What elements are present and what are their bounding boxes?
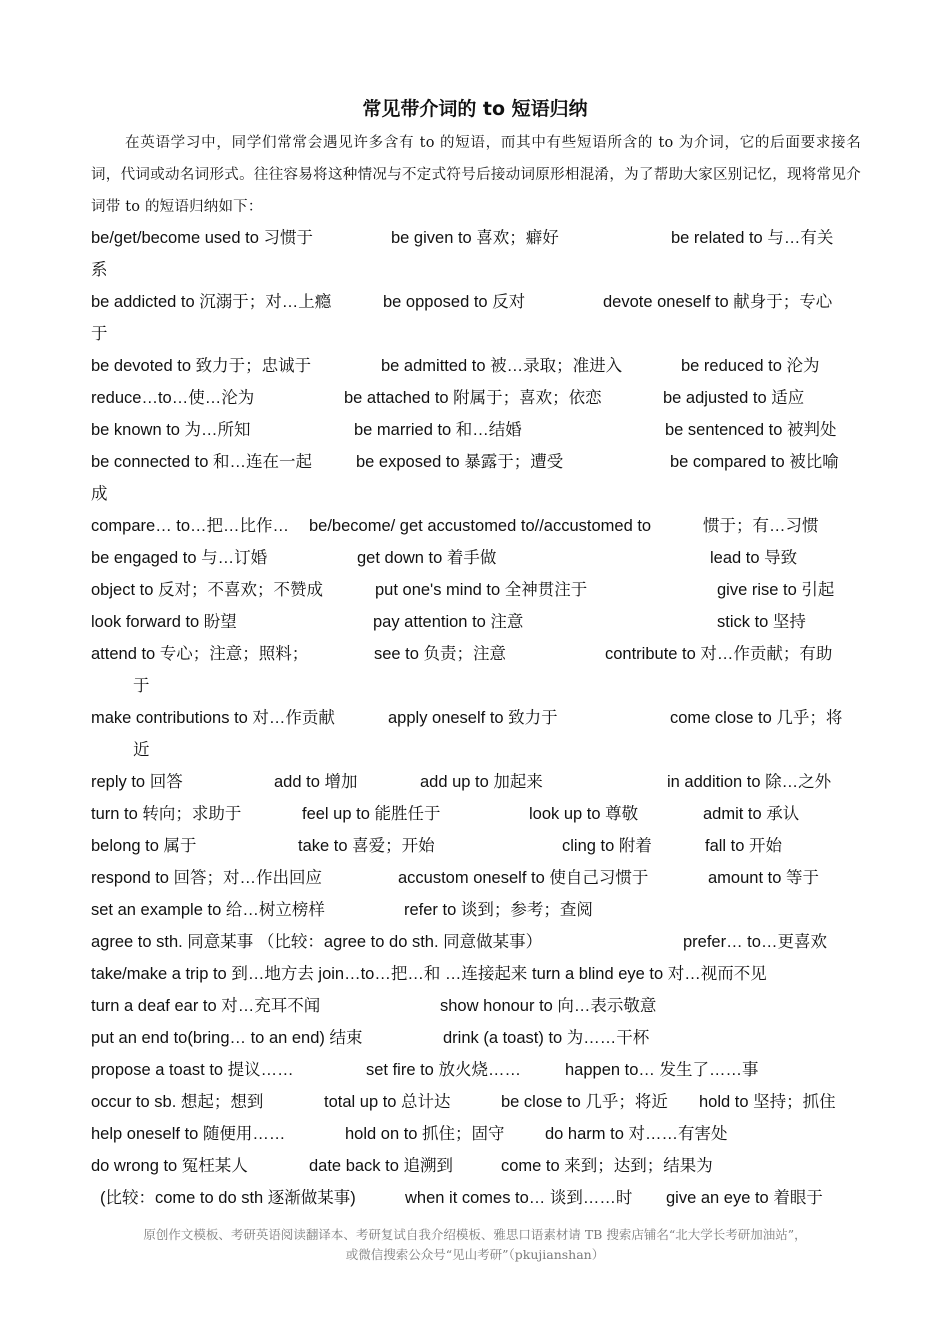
phrase-line	[91, 638, 861, 670]
phrase-entry: devote oneself to 献身于；专心	[603, 293, 833, 311]
phrase-entry: pay attention to 注意	[373, 613, 524, 631]
phrase-line	[91, 958, 861, 990]
phrase-entry: be exposed to 暴露于；遭受	[356, 453, 564, 471]
phrase-entry: be related to 与…有关	[671, 229, 834, 247]
phrase-entry: prefer… to…更喜欢	[683, 933, 827, 951]
phrase-entry: when it comes to… 谈到……时	[405, 1189, 633, 1207]
phrase-entry: propose a toast to 提议……	[91, 1061, 294, 1079]
phrase-entry: be addicted to 沉溺于；对…上瘾	[91, 293, 332, 311]
phrase-line	[91, 222, 861, 254]
phrase-entry: be reduced to 沦为	[681, 357, 820, 375]
phrase-entry: reply to 回答	[91, 773, 183, 791]
phrase-entry: respond to 回答；对…作出回应	[91, 869, 323, 887]
phrase-entry: attend to 专心；注意；照料；	[91, 645, 309, 663]
phrase-line	[91, 286, 861, 318]
phrase-entry: be admitted to 被…录取；准进入	[381, 357, 623, 375]
phrase-entry: set an example to 给…树立榜样	[91, 901, 325, 919]
phrase-line	[91, 1054, 861, 1086]
phrase-entry: object to 反对；不喜欢；不赞成	[91, 581, 323, 599]
phrase-entry: help oneself to 随便用……	[91, 1125, 286, 1143]
phrase-line	[91, 1118, 861, 1150]
phrase-line	[91, 382, 861, 414]
phrase-entry: put an end to(bring… to an end) 结束	[91, 1029, 363, 1047]
phrase-entry: make contributions to 对…作贡献	[91, 709, 335, 727]
phrase-line	[91, 766, 861, 798]
phrase-line	[91, 446, 861, 478]
phrase-entry: be compared to 被比喻	[670, 453, 839, 471]
phrase-entry: apply oneself to 致力于	[388, 709, 558, 727]
phrase-entry: accustom oneself to 使自己习惯于	[398, 869, 649, 887]
phrase-entry: be/become/ get accustomed to//accustomed to	[309, 517, 652, 535]
phrase-line	[91, 990, 861, 1022]
phrase-entry: come close to 几乎；将	[670, 709, 843, 727]
phrase-entry: 系	[91, 261, 108, 279]
phrase-entry: be/get/become used to 习惯于	[91, 229, 313, 247]
footer	[0, 1225, 950, 1265]
phrase-line	[91, 1086, 861, 1118]
phrase-entry: get down to 着手做	[357, 549, 497, 567]
phrase-entry: put one's mind to 全神贯注于	[375, 581, 588, 599]
phrase-entry: belong to 属于	[91, 837, 197, 855]
phrase-line	[91, 1182, 861, 1214]
phrase-entry: be attached to 附属于；喜欢；依恋	[344, 389, 602, 407]
phrase-entry: hold on to 抓住；固守	[345, 1125, 505, 1143]
phrase-entry: look up to 尊敬	[529, 805, 639, 823]
phrase-entry: add to 增加	[274, 773, 358, 791]
phrase-entry: fall to 开始	[705, 837, 783, 855]
phrase-entry: turn to 转向；求助于	[91, 805, 242, 823]
phrase-line	[91, 478, 861, 510]
phrase-entry: see to 负责；注意	[374, 645, 507, 663]
phrase-entry: date back to 追溯到	[309, 1157, 453, 1175]
phrase-entry: happen to… 发生了……事	[565, 1061, 759, 1079]
footer-line-1: 原创作文模板、考研英语阅读翻译本、考研复试自我介绍模板、雅思口语素材请 TB 搜索店铺名“北大学长考研加油站”，	[143, 1227, 807, 1242]
phrase-entry: be married to 和…结婚	[354, 421, 522, 439]
phrase-entry: lead to 导致	[710, 549, 798, 567]
phrase-line	[91, 318, 861, 350]
phrase-entry: total up to 总计达	[324, 1093, 451, 1111]
phrase-entry: do wrong to 冤枉某人	[91, 1157, 248, 1175]
phrase-line	[91, 734, 861, 766]
phrase-line	[91, 606, 861, 638]
phrase-line	[91, 1150, 861, 1182]
phrase-line	[91, 702, 861, 734]
phrase-line	[91, 574, 861, 606]
phrase-line	[91, 414, 861, 446]
phrase-entry: look forward to 盼望	[91, 613, 237, 631]
phrase-entry: occur to sb. 想起；想到	[91, 1093, 264, 1111]
phrase-entry: contribute to 对…作贡献；有助	[605, 645, 833, 663]
phrase-entry: feel up to 能胜任于	[302, 805, 441, 823]
phrase-entry: be sentenced to 被判处	[665, 421, 837, 439]
phrase-line	[91, 670, 861, 702]
phrase-entry: admit to 承认	[703, 805, 800, 823]
phrase-entry: 成	[91, 485, 108, 503]
phrase-entry: stick to 坚持	[717, 613, 806, 631]
phrase-entry: be engaged to 与…订婚	[91, 549, 268, 567]
phrase-line	[91, 350, 861, 382]
phrase-entry: turn a deaf ear to 对…充耳不闻	[91, 997, 321, 1015]
phrase-entry: be given to 喜欢；癖好	[391, 229, 559, 247]
phrase-entry: set fire to 放火烧……	[366, 1061, 521, 1079]
phrase-entry: show honour to 向…表示敬意	[440, 997, 657, 1015]
phrase-entry: refer to 谈到；参考；查阅	[404, 901, 593, 919]
phrase-entry: agree to sth. 同意某事 （比较：agree to do sth. 同意做某事）	[91, 933, 543, 951]
phrase-entry: compare… to…把…比作…	[91, 517, 290, 535]
phrase-entry: give an eye to 着眼于	[666, 1189, 823, 1207]
phrase-line	[91, 1022, 861, 1054]
phrase-entry: 近	[133, 741, 150, 759]
intro-paragraph: 在英语学习中，同学们常常会遇见许多含有 to 的短语，而其中有些短语所含的 to 为介词，它的后面要求接名词，代词或动名词形式。往往容易将这种情况与不定式符号后接动词原形相混淆，为了帮助大家区别记忆，现将常见介词带 to 的短语归纳如下：	[91, 135, 861, 215]
phrase-entry: drink (a toast) to 为……干杯	[443, 1029, 650, 1047]
phrase-entry: be connected to 和…连在一起	[91, 453, 313, 471]
phrase-entry: 于	[133, 677, 150, 695]
phrase-entry: take to 喜爱；开始	[298, 837, 435, 855]
phrase-line	[91, 798, 861, 830]
phrase-entry: be devoted to 致力于；忠诚于	[91, 357, 312, 375]
phrase-line	[91, 510, 861, 542]
phrase-entry: do harm to 对……有害处	[545, 1125, 728, 1143]
phrase-line	[91, 542, 861, 574]
phrase-line	[91, 894, 861, 926]
phrase-entry: take/make a trip to 到…地方去 join…to…把…和 …连接起来 turn a blind eye to 对…视而不见	[91, 965, 767, 983]
phrase-entry: 于	[91, 325, 108, 343]
footer-line-2: 或微信搜索公众号“见山考研”（pkujianshan）	[345, 1247, 605, 1262]
phrase-entry: in addition to 除…之外	[667, 773, 832, 791]
phrase-line	[91, 254, 861, 286]
phrase-entry: be close to 几乎；将近	[501, 1093, 668, 1111]
phrase-entry: give rise to 引起	[717, 581, 835, 599]
phrase-line	[91, 830, 861, 862]
phrase-entry: cling to 附着	[562, 837, 652, 855]
phrase-entry: hold to 坚持；抓住	[699, 1093, 836, 1111]
phrase-entry: (比较：come to do sth 逐渐做某事)	[100, 1189, 356, 1207]
phrase-line	[91, 862, 861, 894]
phrase-entry: reduce…to…使…沦为	[91, 389, 255, 407]
phrase-entry: be adjusted to 适应	[663, 389, 805, 407]
phrase-entry: come to 来到；达到；结果为	[501, 1157, 713, 1175]
page-title: 常见带介词的 to 短语归纳	[362, 98, 588, 120]
phrase-entry: be opposed to 反对	[383, 293, 526, 311]
phrase-entry: be known to 为…所知	[91, 421, 251, 439]
phrase-entry: amount to 等于	[708, 869, 819, 887]
phrase-entry: add up to 加起来	[420, 773, 543, 791]
phrase-entry: 惯于；有…习惯	[703, 517, 819, 535]
phrase-line	[91, 926, 861, 958]
